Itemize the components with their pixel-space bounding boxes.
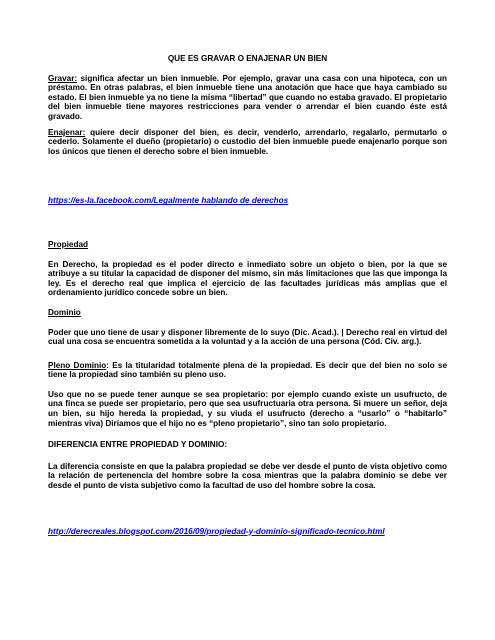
- enajenar-definition: quiere decir disponer del bien, es decir, venderlo, arrendarlo, regalarlo, permutarlo o cederlo. Solamente el dueño (propietario) o custodio del bien inmueble puede enajenarlo porque son los únicos que tienen el derecho sobre el bien inmueble.: [48, 127, 447, 156]
- enajenar-term: Enajenar:: [48, 127, 86, 137]
- facebook-link-line: [48, 196, 447, 206]
- diferencia-heading: DIFERENCIA ENTRE PROPIEDAD Y DOMINIO:: [48, 440, 228, 450]
- gravar-paragraph: [48, 74, 447, 122]
- blogspot-link-line: [48, 527, 447, 537]
- pleno-dominio-paragraph: [48, 361, 447, 380]
- gravar-term: Gravar:: [48, 73, 78, 83]
- dominio-paragraph: Poder que uno tiene de usar y disponer libremente de lo suyo (Dic. Acad.). | Derecho real en virtud del cual una cosa se encuentra sometida a la voluntad y a la acción de una persona (Cód. Civ. arg.).: [48, 327, 447, 347]
- gravar-definition: significa afectar un bien inmueble. Por ejemplo, gravar una casa con una hipoteca, con un préstamo. En otras palabras, el bien inmueble tiene una anotación que hace que haya cambiado su estado. El bien inmueble ya no tiene la misma “libertad” que cuando no estaba gravado. El propietario del bien inmueble tiene mayores restricciones para vender o arrendar el bien cuando éste está gravado.: [48, 73, 447, 121]
- dominio-heading: Dominio: [48, 307, 81, 317]
- diferencia-paragraph: La diferencia consiste en que la palabra propiedad se debe ver desde el punto de vista objetivo como la relación de pertenencia del hombre sobre la cosa mientras que la palabra dominio se debe ver desde el punto de vista subjetivo como la facultad de uso del hombre sobre la cosa.: [48, 461, 447, 491]
- document-title: QUE ES GRAVAR O ENAJENAR UN BIEN: [167, 54, 328, 63]
- enajenar-paragraph: [48, 128, 447, 157]
- facebook-link[interactable]: https://es-la.facebook.com/Legalmente hablando de derechos: [48, 196, 289, 206]
- propiedad-paragraph: En Derecho, la propiedad es el poder directo e inmediato sobre un objeto o bien, por la que se atribuye a su titular la capacidad de disponer del mismo, sin más limitaciones que las que imponga la ley. Es el derecho real que implica el ejercicio de las facultades jurídicas más amplias que el ordenamiento jurídico concede sobre un bien.: [48, 259, 447, 298]
- pleno-dominio-term: Pleno Dominio: [48, 360, 107, 370]
- pleno-dominio-definition: : Es la titularidad totalmente plena de la propiedad. Es decir que del bien no solo se tiene la propiedad sino también su pleno uso.: [48, 360, 448, 380]
- uso-paragraph: Uso que no se puede tener aunque se sea propietario: por ejemplo cuando existe un usufructo, de una finca se puede ser propietario, pero que sea usufructuaria otra persona. Si muere un señor, deja un bien, su hijo hereda la propiedad, y su viuda el usufructo (derecho a “usarlo” o “habitarlo” mientras viva) Diríamos que el hijo no es “pleno propietario”, sino tan solo propietario.: [48, 389, 447, 428]
- blogspot-link[interactable]: http://derecreales.blogspot.com/2016/09/propiedad-y-dominio-significado-tecnico.html: [48, 526, 385, 536]
- propiedad-heading: Propiedad: [48, 239, 89, 249]
